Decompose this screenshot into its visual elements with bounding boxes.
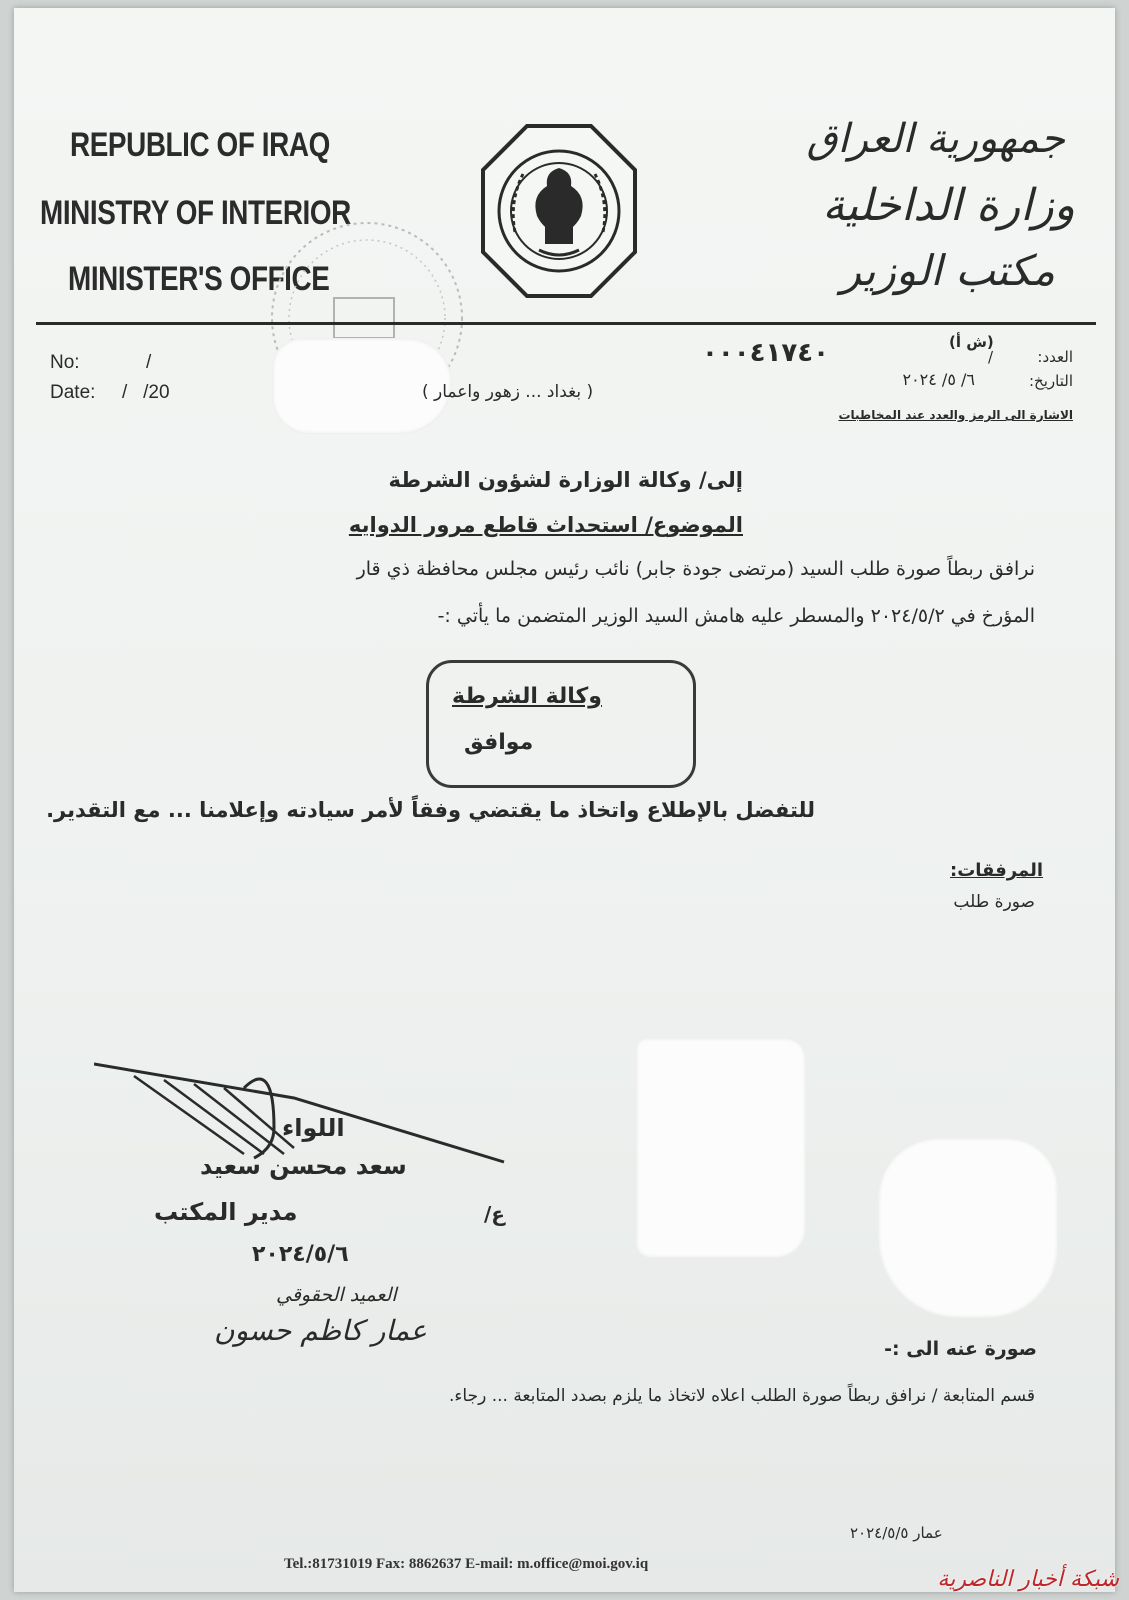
header-divider (36, 322, 1096, 325)
document-code: (ش أ) (949, 333, 994, 351)
body-line-2: المؤرخ في ٢٠٢٤/٥/٢ والمسطر عليه هامش السيد الوزير المتضمن ما يأتي :- (437, 605, 1035, 627)
attachments-item: صورة طلب (953, 892, 1035, 912)
footer-note: عمار ٢٠٢٤/٥/٥ (850, 1524, 943, 1542)
signatory-title: مدير المكتب (154, 1198, 298, 1226)
watermark: شبكة أخبار الناصرية (937, 1567, 1119, 1592)
reference-note: الاشارة الى الرمز والعدد عند المخاطبات (838, 408, 1073, 422)
attachments-label: المرفقات: (950, 860, 1043, 881)
header-ar-office: مكتب الوزير (840, 246, 1055, 295)
header-ar-republic: جمهورية العراق (806, 116, 1065, 162)
letter-subject: الموضوع/ استحداث قاطع مرور الدوايه (348, 513, 743, 537)
signature-date: ٢٠٢٤/٥/٦ (252, 1242, 349, 1267)
document-number: ٠٠٠٤١٧٤٠ (702, 338, 829, 368)
ar-no-separator: / (987, 348, 993, 366)
handwritten-name: عمار كاظم حسون (214, 1314, 427, 1347)
body-line-1: نرافق ربطاً صورة طلب السيد (مرتضى جودة جابر) نائب رئيس مجلس محافظة ذي قار (356, 558, 1035, 580)
date-value: / /20 (122, 382, 170, 403)
signatory-rank: اللواء (282, 1114, 345, 1142)
motto: ( بغداد ... زهور واعمار ) (422, 382, 594, 402)
header-en-ministry: MINISTRY OF INTERIOR (40, 194, 351, 232)
closing-line: للتفضل بالإطلاع واتخاذ ما يقتضي وفقاً لأمر سيادته وإعلامنا ... مع التقدير. (46, 798, 815, 822)
header-ar-ministry: وزارة الداخلية (822, 180, 1075, 231)
header-en-republic: REPUBLIC OF IRAQ (70, 126, 330, 164)
ar-date-value: ٦/ ٥/ ٢٠٢٤ (902, 370, 975, 389)
handwritten-rank: العميد الحقوقي (276, 1284, 397, 1306)
copy-to-line: قسم المتابعة / نرافق ربطاً صورة الطلب اعلاه لاتخاذ ما يلزم بصدد المتابعة ... رجاء. (449, 1386, 1035, 1406)
minister-note-line-2: موافق (464, 730, 534, 755)
header-en-office: MINISTER'S OFFICE (68, 260, 330, 298)
footer-contact: Tel.:81731019 Fax: 8862637 E-mail: m.office@moi.gov.iq (284, 1556, 649, 1572)
ministry-emblem-icon (479, 122, 639, 300)
copy-to-label: صورة عنه الى :- (884, 1338, 1037, 1360)
ar-no-label: العدد: (1037, 348, 1073, 366)
paper-hole (878, 1138, 1058, 1318)
signatory-title-prefix: ع/ (484, 1202, 505, 1226)
ar-date-label: التاريخ: (1029, 372, 1073, 390)
minister-note-line-1: وكالة الشرطة (452, 684, 602, 709)
letter-addressee: إلى/ وكالة الوزارة لشؤون الشرطة (388, 468, 743, 492)
signatory-name: سعد محسن سعيد (200, 1152, 407, 1180)
no-separator: / (146, 352, 152, 373)
minister-note-box (426, 660, 696, 788)
no-label: No: (50, 352, 80, 373)
date-label: Date: (50, 382, 96, 403)
paper-hole (636, 1038, 806, 1258)
document-page (14, 8, 1115, 1592)
